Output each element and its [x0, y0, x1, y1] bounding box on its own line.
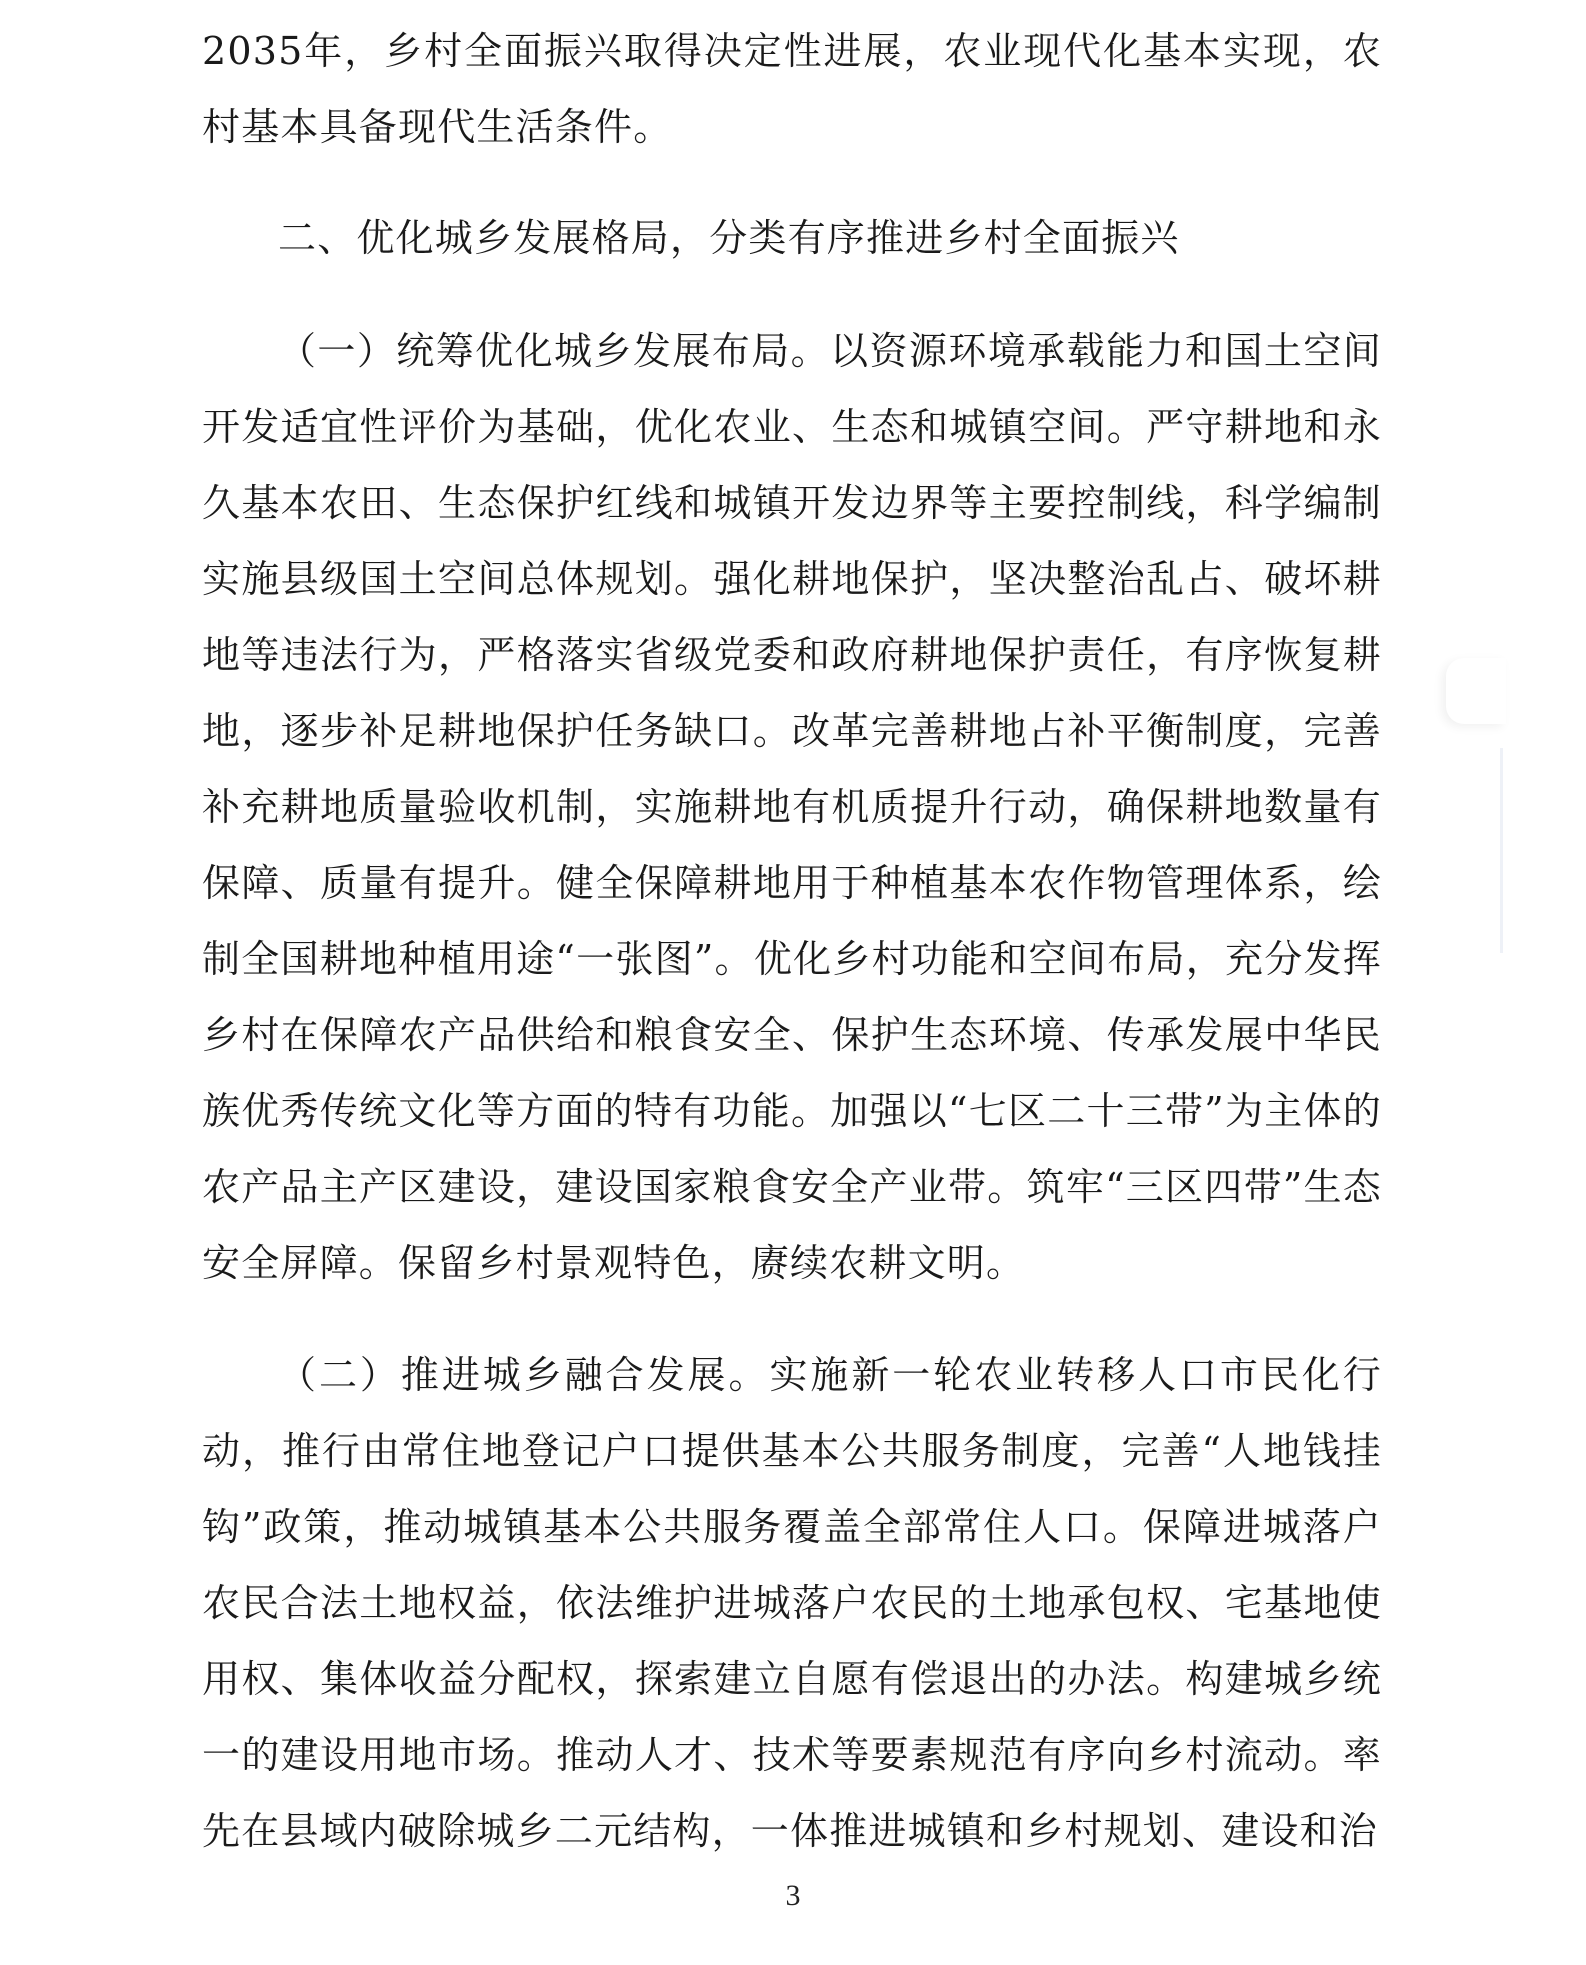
- paragraph-land-layout: （一）统筹优化城乡发展布局。以资源环境承载能力和国土空间开发适宜性评价为基础，优化农业、生态和城镇空间。严守耕地和永久基本农田、生态保护红线和城镇开发边界等主要控制线，科学编制实施县级国土空间总体规划。强化耕地保护，坚决整治乱占、破坏耕地等违法行为，严格落实省级党委和政府耕地保护责任，有序恢复耕地，逐步补足耕地保护任务缺口。改革完善耕地占补平衡制度，完善补充耕地质量验收机制，实施耕地有机质提升行动，确保耕地数量有保障、质量有提升。健全保障耕地用于种植基本农作物管理体系，绘制全国耕地种植用途“一张图”。优化乡村功能和空间布局，充分发挥乡村在保障农产品供给和粮食安全、保护生态环境、传承发展中华民族优秀传统文化等方面的特有功能。加强以“七区二十三带”为主体的农产品主产区建设，建设国家粮食安全产业带。筑牢“三区四带”生态安全屏障。保留乡村景观特色，赓续农耕文明。: [202, 329, 1382, 1285]
- paragraph-urban-rural-integration: （二）推进城乡融合发展。实施新一轮农业转移人口市民化行动，推行由常住地登记户口提供基本公共服务制度，完善“人地钱挂钩”政策，推动城镇基本公共服务覆盖全部常住人口。保障进城落户农民合法土地权益，依法维护进城落户农民的土地承包权、宅基地使用权、集体收益分配权，探索建立自愿有偿退出的办法。构建城乡统一的建设用地市场。推动人才、技术等要素规范有序向乡村流动。率先在县域内破除城乡二元结构，一体推进城镇和乡村规划、建设和治: [202, 1353, 1382, 1853]
- side-floating-tab[interactable]: [1446, 658, 1506, 724]
- page-number: 3: [785, 1879, 801, 1912]
- intro-paragraph: 2035年，乡村全面振兴取得决定性进展，农业现代化基本实现，农村基本具备现代生活条件。: [202, 29, 1382, 149]
- section-heading: 二、优化城乡发展格局，分类有序推进乡村全面振兴: [278, 216, 1180, 260]
- side-scroll-indicator: [1500, 748, 1503, 953]
